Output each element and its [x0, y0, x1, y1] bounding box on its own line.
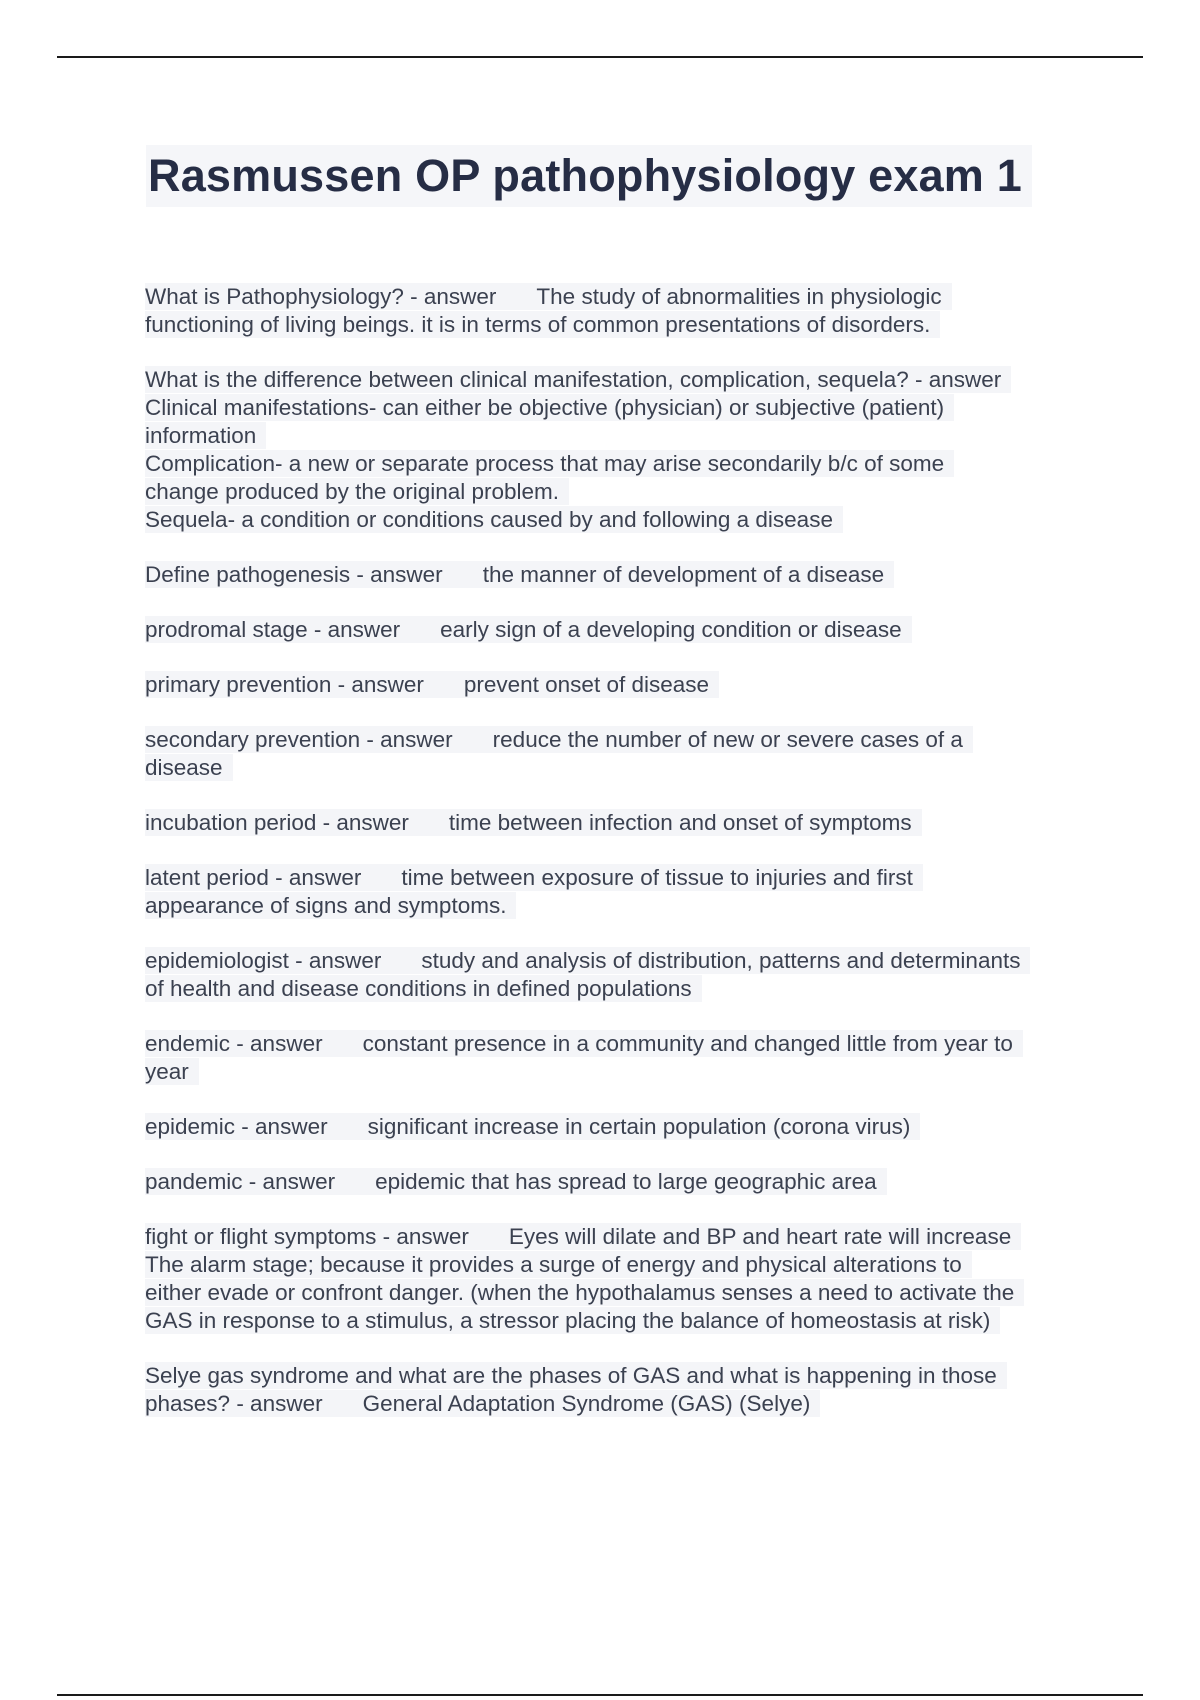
qa-item	[145, 1168, 1085, 1196]
qa-question: What is Pathophysiology? - answer	[145, 284, 497, 309]
qa-answer: time between infection and onset of symptoms	[448, 810, 912, 835]
qa-answer: General Adaptation Syndrome (GAS) (Selye)	[362, 1391, 811, 1416]
qa-question: secondary prevention - answer	[145, 727, 453, 752]
qa-answer-line: Sequela- a condition or conditions caused by and following a disease	[145, 506, 843, 533]
page-title: Rasmussen OP pathophysiology exam 1	[146, 145, 1032, 207]
qa-answer-line: disease	[145, 754, 233, 781]
qa-question: prodromal stage - answer	[145, 617, 401, 642]
qa-item	[145, 366, 1085, 534]
qa-item	[145, 671, 1085, 699]
qa-answer-line: Clinical manifestations- can either be objective (physician) or subjective (patient)	[145, 394, 954, 421]
qa-question: Selye gas syndrome and what are the phases of GAS and what is happening in those	[145, 1362, 1007, 1389]
qa-answer: Eyes will dilate and BP and heart rate will increase	[508, 1224, 1012, 1249]
qa-item	[145, 561, 1085, 589]
qa-item	[145, 864, 1085, 920]
qa-question: epidemic - answer	[145, 1114, 328, 1139]
qa-item	[145, 947, 1085, 1003]
qa-question: incubation period - answer	[145, 810, 409, 835]
qa-question: What is the difference between clinical manifestation, complication, sequela? - answer	[145, 366, 1011, 393]
qa-answer: The study of abnormalities in physiologic	[536, 284, 942, 309]
qa-answer-line: either evade or confront danger. (when the hypothalamus senses a need to activate the	[145, 1279, 1024, 1306]
qa-question: latent period - answer	[145, 865, 362, 890]
qa-answer-line: The alarm stage; because it provides a surge of energy and physical alterations to	[145, 1251, 972, 1278]
qa-answer-line: change produced by the original problem.	[145, 478, 569, 505]
qa-item	[145, 1113, 1085, 1141]
qa-item	[145, 726, 1085, 782]
qa-answer: epidemic that has spread to large geographic area	[375, 1169, 877, 1194]
qa-question: Define pathogenesis - answer	[145, 562, 443, 587]
qa-answer: the manner of development of a disease	[482, 562, 885, 587]
qa-answer: study and analysis of distribution, patterns and determinants	[421, 948, 1021, 973]
qa-answer: early sign of a developing condition or disease	[440, 617, 902, 642]
qa-item	[145, 1223, 1085, 1335]
qa-answer: prevent onset of disease	[463, 672, 710, 697]
qa-question: fight or flight symptoms - answer	[145, 1224, 469, 1249]
qa-answer-line: Complication- a new or separate process that may arise secondarily b/c of some	[145, 450, 954, 477]
qa-answer-line: information	[145, 422, 266, 449]
qa-answer-line: appearance of signs and symptoms.	[145, 892, 516, 919]
qa-question: phases? - answer	[145, 1391, 323, 1416]
qa-answer-line: of health and disease conditions in defined populations	[145, 975, 702, 1002]
qa-answer: significant increase in certain population (corona virus)	[367, 1114, 911, 1139]
qa-question: primary prevention - answer	[145, 672, 424, 697]
top-rule	[57, 56, 1143, 58]
qa-answer-line: GAS in response to a stimulus, a stressor placing the balance of homeostasis at risk)	[145, 1307, 1000, 1334]
bottom-rule	[57, 1694, 1143, 1696]
qa-answer-line: year	[145, 1058, 199, 1085]
qa-list	[145, 283, 1085, 1445]
qa-answer: time between exposure of tissue to injuries and first	[401, 865, 913, 890]
qa-answer: constant presence in a community and changed little from year to	[362, 1031, 1013, 1056]
qa-item	[145, 283, 1085, 339]
qa-question: epidemiologist - answer	[145, 948, 382, 973]
qa-answer: reduce the number of new or severe cases of a	[492, 727, 963, 752]
qa-question: endemic - answer	[145, 1031, 323, 1056]
qa-item	[145, 809, 1085, 837]
qa-answer-line: functioning of living beings. it is in terms of common presentations of disorders.	[145, 311, 940, 338]
qa-item	[145, 616, 1085, 644]
qa-item	[145, 1362, 1085, 1418]
qa-item	[145, 1030, 1085, 1086]
qa-question: pandemic - answer	[145, 1169, 336, 1194]
